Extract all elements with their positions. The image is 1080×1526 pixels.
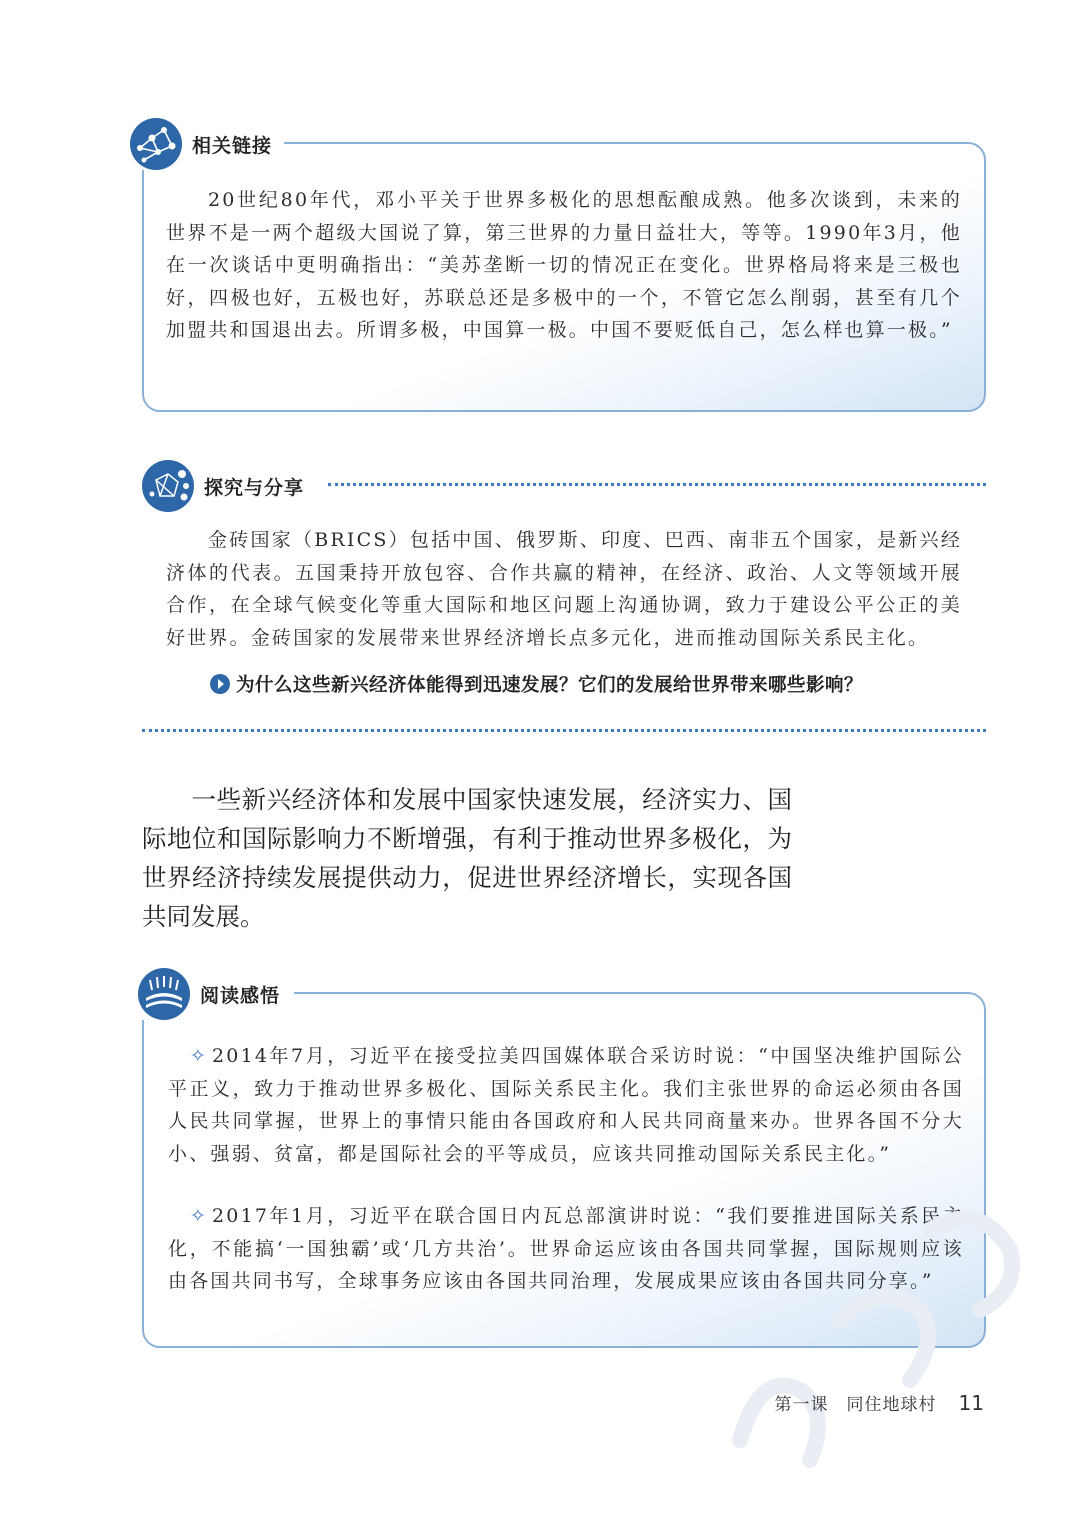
dotted-divider [142, 729, 986, 732]
discussion-question [210, 671, 863, 697]
page-footer [775, 1390, 984, 1415]
reading-item-2-text: 2017年1月，习近平在联合国日内瓦总部演讲时说：“我们要推进国际关系民主化，不能搞‘一国独霸’或‘几方共治’。世界命运应该由各国共同掌握，国际规则应该由各国共同书写，全球事务应该由各国共同治理，发展成果应该由各国共同分享。” [168, 1205, 964, 1292]
network-icon [130, 118, 182, 170]
chapter-label: 第一课 同住地球村 [774, 1395, 937, 1415]
diamond-bullet-icon: ✧ [189, 1205, 208, 1227]
explore-share-header [142, 460, 304, 512]
related-links-text [166, 184, 962, 347]
related-links-paragraph: 20世纪80年代，邓小平关于世界多极化的思想酝酿成熟。他多次谈到，未来的世界不是一两个超级大国说了算，第三世界的力量日益壮大，等等。1990年3月，他在一次谈话中更明确指出：“美苏垄断一切的情况正在变化。世界格局将来是三极也好，四极也好，五极也好，苏联总还是多极中的一个，不管它怎么削弱，甚至有几个加盟共和国退出去。所谓多极，中国算一极。中国不要贬低自己，怎么样也算一极。” [166, 189, 962, 341]
main-body-text [142, 780, 792, 936]
book-waves-icon [138, 968, 190, 1020]
reading-item-1-text: 2014年7月，习近平在接受拉美四国媒体联合采访时说：“中国坚决维护国际公平正义，致力于推动世界多极化、国际关系民主化。我们主张世界的命运必须由各国人民共同掌握，世界上的事情只能由各国政府和人民共同商量来办。世界各国不分大小、强弱、贫富，都是国际社会的平等成员，应该共同推动国际关系民主化。” [168, 1045, 964, 1165]
explore-share-paragraph: 金砖国家（BRICS）包括中国、俄罗斯、印度、巴西、南非五个国家，是新兴经济体的代表。五国秉持开放包容、合作共赢的精神，在经济、政治、人文等领域开展合作，在全球气候变化等重大国际和地区问题上沟通协调，致力于建设公平公正的美好世界。金砖国家的发展带来世界经济增长点多元化，进而推动国际关系民主化。 [166, 529, 962, 649]
page-number: 11 [958, 1391, 984, 1415]
main-paragraph: 一些新兴经济体和发展中国家快速发展，经济实力、国际地位和国际影响力不断增强，有利于推动世界多极化，为世界经济持续发展提供动力，促进世界经济增长，实现各国共同发展。 [142, 785, 792, 931]
question-text: 为什么这些新兴经济体能得到迅速发展？它们的发展给世界带来哪些影响？ [236, 675, 864, 696]
watermark-decoration [680, 1140, 1060, 1504]
section-title: 探究与分享 [204, 476, 305, 499]
reading-header [138, 968, 294, 1020]
section-title: 阅读感悟 [200, 984, 281, 1007]
explore-share-text [166, 524, 962, 654]
arrow-bullet-icon [210, 674, 230, 694]
section-title: 相关链接 [192, 134, 273, 157]
dotted-divider [328, 483, 986, 486]
related-links-header [130, 118, 284, 170]
molecule-icon [142, 460, 194, 512]
diamond-bullet-icon: ✧ [189, 1045, 208, 1067]
